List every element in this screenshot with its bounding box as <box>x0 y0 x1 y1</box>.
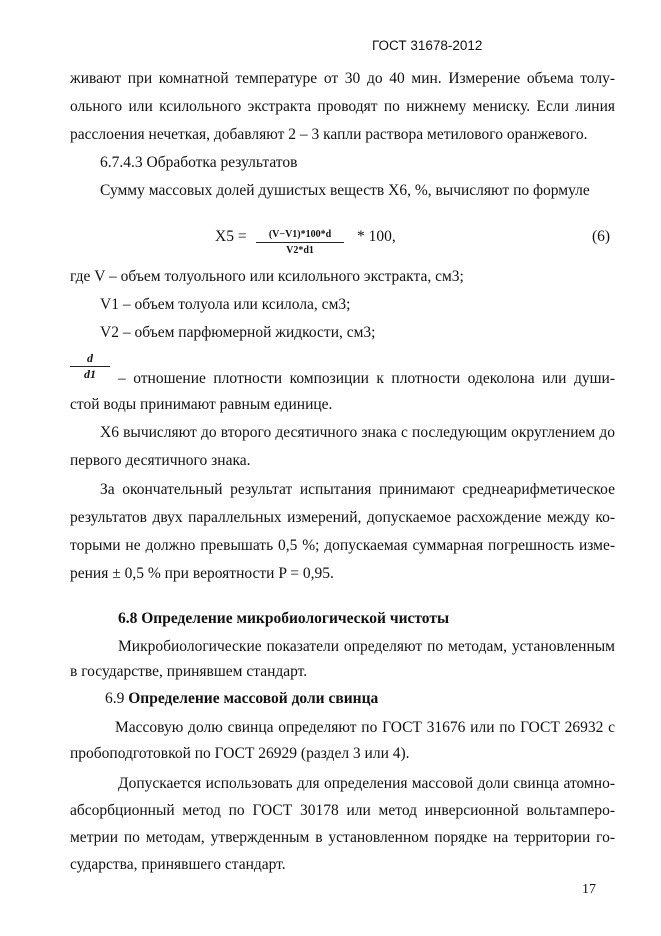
formula-lhs: X5 = <box>215 228 247 245</box>
formula-tail: * 100, <box>357 228 396 245</box>
formula-fraction <box>250 229 350 256</box>
section-heading-6-7-4-3: 6.7.4.3 Обработка результатов <box>100 154 298 171</box>
document-code-header: ГОСТ 31678-2012 <box>372 38 483 53</box>
equation-number: (6) <box>592 228 611 245</box>
section-heading-6-8: 6.8 Определение микробиологической чистоты <box>118 610 450 627</box>
final-paragraph-line: результатов двух параллельных измерений, допускаемое расхождение между ко- <box>70 509 615 526</box>
formula-numerator: (V−V1)*100*d <box>268 229 332 240</box>
par-6-9b-line: абсорбционный метод по ГОСТ 30178 или метод инверсионной вольтамперо- <box>70 802 615 819</box>
par-6-8-line: в государстве, принявшем стандарт. <box>70 663 308 680</box>
final-paragraph-line: рения ± 0,5 % при вероятности P = 0,95. <box>70 565 334 582</box>
section-number: 6.9 <box>105 690 125 707</box>
par-6-9b-line: сударства, принявшего стандарт. <box>70 856 286 873</box>
par-6-9b-line: Допускается использовать для определения массовой доли свинца атомно- <box>118 775 615 792</box>
where-d-line2: стой воды принимают равным единице. <box>70 396 333 413</box>
page-number: 17 <box>582 882 596 897</box>
where-v1: V1 – объем толуола или ксилола, см3; <box>100 296 351 313</box>
body-line: ольного или ксилольного экстракта проводят по нижнему мениску. Если линия <box>70 98 615 115</box>
par-6-9a-line: пробоподготовкой по ГОСТ 26929 (раздел 3 или 4). <box>70 745 410 762</box>
density-numerator: d <box>87 351 93 365</box>
where-v2: V2 – объем парфюмерной жидкости, см3; <box>100 324 376 341</box>
final-paragraph-line: За окончательный результат испытания принимают среднеарифметическое <box>100 481 615 498</box>
x6-paragraph-line: первого десятичного знака. <box>70 452 251 469</box>
density-ratio-fraction <box>70 351 110 382</box>
body-line: живают при комнатной температуре от 30 до 40 мин. Измерение объема толу- <box>70 70 615 87</box>
formula-intro: Сумму массовых долей душистых веществ X6, %, вычисляют по формуле <box>100 182 590 199</box>
par-6-9b-line: метрии по методам, утвержденным в установленном порядке на территории го- <box>70 829 615 846</box>
formula-denominator: V2*d1 <box>286 245 314 256</box>
body-line: расслоения нечеткая, добавляют 2 – 3 капли раствора метилового оранжевого. <box>70 126 588 143</box>
section-title: Определение массовой доли свинца <box>128 690 379 707</box>
final-paragraph-line: торыми не должно превышать 0,5 %; допускаемая суммарная погрешность изме- <box>70 537 615 554</box>
section-heading-6-9 <box>105 690 650 708</box>
where-v: где V – объем толуольного или ксилольного экстракта, см3; <box>70 268 464 285</box>
density-denominator: d1 <box>84 367 96 381</box>
par-6-9a-line: Массовую долю свинца определяют по ГОСТ 31676 или по ГОСТ 26932 с <box>115 719 615 736</box>
par-6-8-line: Микробиологические показатели определяют по методам, установленным <box>118 638 615 655</box>
where-d-line1: – отношение плотности композиции к плотности одеколона или души- <box>118 370 615 387</box>
x6-paragraph-line: X6 вычисляют до второго десятичного знака с последующим округлением до <box>100 424 615 441</box>
